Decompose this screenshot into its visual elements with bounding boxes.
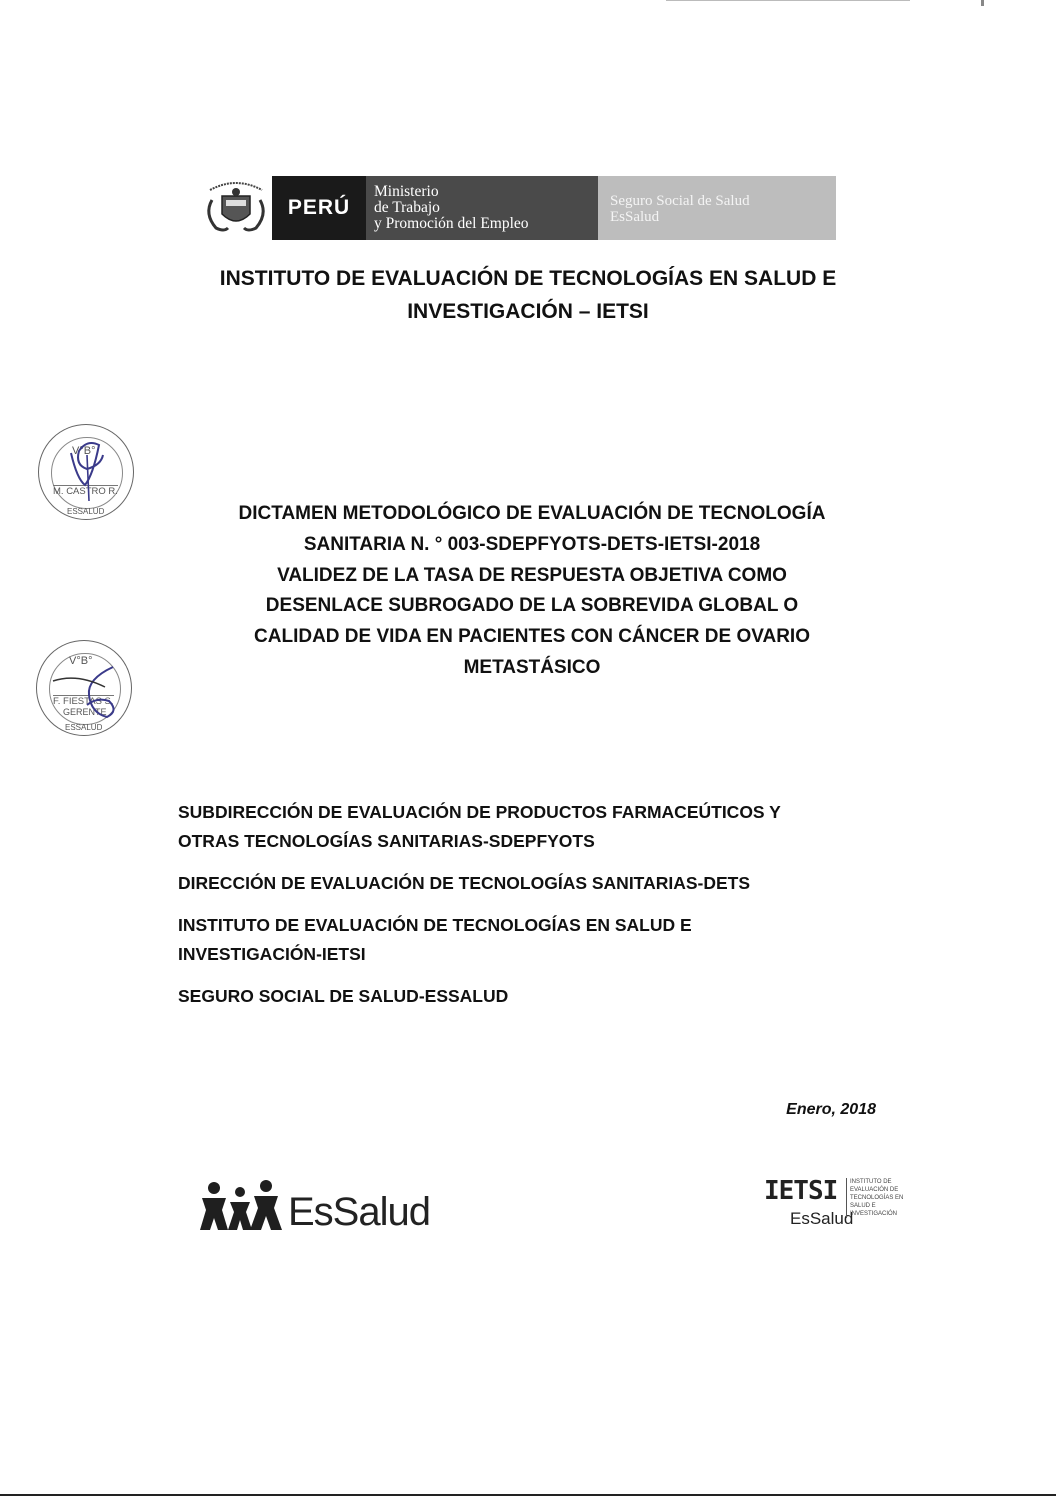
organization-item: SUBDIRECCIÓN DE EVALUACIÓN DE PRODUCTOS FARMACEÚTICOS Y OTRAS TECNOLOGÍAS SANITARIAS-SDEPFYOTS	[178, 802, 781, 851]
dictamen-title	[140, 499, 924, 684]
essalud-banner-line: Seguro Social de Salud	[610, 193, 750, 209]
organization-item: DIRECCIÓN DE EVALUACIÓN DE TECNOLOGÍAS SANITARIAS-DETS	[178, 873, 751, 893]
top-scan-mark	[981, 0, 984, 6]
approval-seal-fiestas	[36, 640, 132, 736]
ietsi-wordmark: IETSI	[764, 1176, 838, 1206]
dictamen-line: METASTÁSICO	[463, 656, 601, 678]
signature-icon	[47, 661, 127, 731]
dictamen-line: VALIDEZ DE LA TASA DE RESPUESTA OBJETIVA COMO	[277, 564, 787, 586]
essalud-logo	[200, 1180, 430, 1232]
essalud-banner-line: EsSalud	[610, 209, 660, 225]
ietsi-small-line: EVALUACIÓN DE	[850, 1187, 899, 1193]
essalud-banner-label	[598, 176, 836, 240]
dictamen-line: CALIDAD DE VIDA EN PACIENTES CON CÁNCER DE OVARIO	[254, 626, 810, 648]
bottom-scan-rule	[0, 1494, 1056, 1496]
organization-item: INSTITUTO DE EVALUACIÓN DE TECNOLOGÍAS EN SALUD E INVESTIGACIÓN-IETSI	[178, 915, 692, 964]
ietsi-small-line: SALUD E	[850, 1203, 876, 1209]
seal-arc-text: ESSALUD	[65, 723, 103, 732]
top-scan-rule	[666, 0, 910, 1]
coat-of-arms-icon	[200, 176, 272, 240]
ministry-line: Ministerio	[374, 183, 439, 200]
ietsi-small-line: TECNOLOGÍAS EN	[850, 1195, 904, 1201]
seal-role: GERENTE	[63, 707, 107, 717]
dictamen-line: DICTAMEN METODOLÓGICO DE EVALUACIÓN DE TECNOLOGÍA	[238, 503, 826, 524]
seal-name: F. FIESTAS S.	[53, 696, 114, 707]
seal-vb: V°B°	[69, 655, 93, 667]
signature-icon	[57, 435, 117, 505]
ietsi-logo	[764, 1176, 904, 1238]
organization-list	[178, 798, 898, 1024]
ietsi-subwordmark: EsSalud	[790, 1209, 854, 1228]
ministry-line: y Promoción del Empleo	[374, 215, 529, 232]
essalud-wordmark: EsSalud	[288, 1190, 430, 1234]
seal-name: M. CASTRO R.	[53, 486, 118, 497]
institute-title-line: INVESTIGACIÓN – IETSI	[407, 300, 649, 323]
institute-title	[120, 262, 936, 328]
institute-title-line: INSTITUTO DE EVALUACIÓN DE TECNOLOGÍAS EN SALUD E	[219, 267, 837, 290]
approval-seal-castro	[38, 424, 134, 520]
ietsi-small-line: INSTITUTO DE	[850, 1179, 892, 1185]
organization-item: SEGURO SOCIAL DE SALUD-ESSALUD	[178, 986, 509, 1006]
family-icon	[200, 1180, 284, 1232]
seal-arc-text: ESSALUD	[67, 507, 105, 516]
ietsi-small-line: INVESTIGACIÓN	[850, 1211, 898, 1217]
ministry-line: de Trabajo	[374, 199, 440, 216]
ietsi-small-text	[846, 1178, 903, 1218]
dictamen-line: SANITARIA N. ° 003-SDEPFYOTS-DETS-IETSI-2018	[303, 533, 761, 555]
seal-vb: V°B°	[72, 445, 96, 457]
government-banner	[200, 176, 836, 240]
dictamen-line: DESENLACE SUBROGADO DE LA SOBREVIDA GLOBAL O	[265, 595, 799, 617]
ministry-label	[366, 176, 598, 240]
document-date: Enero, 2018	[786, 1101, 876, 1118]
peru-label: PERÚ	[272, 176, 366, 240]
